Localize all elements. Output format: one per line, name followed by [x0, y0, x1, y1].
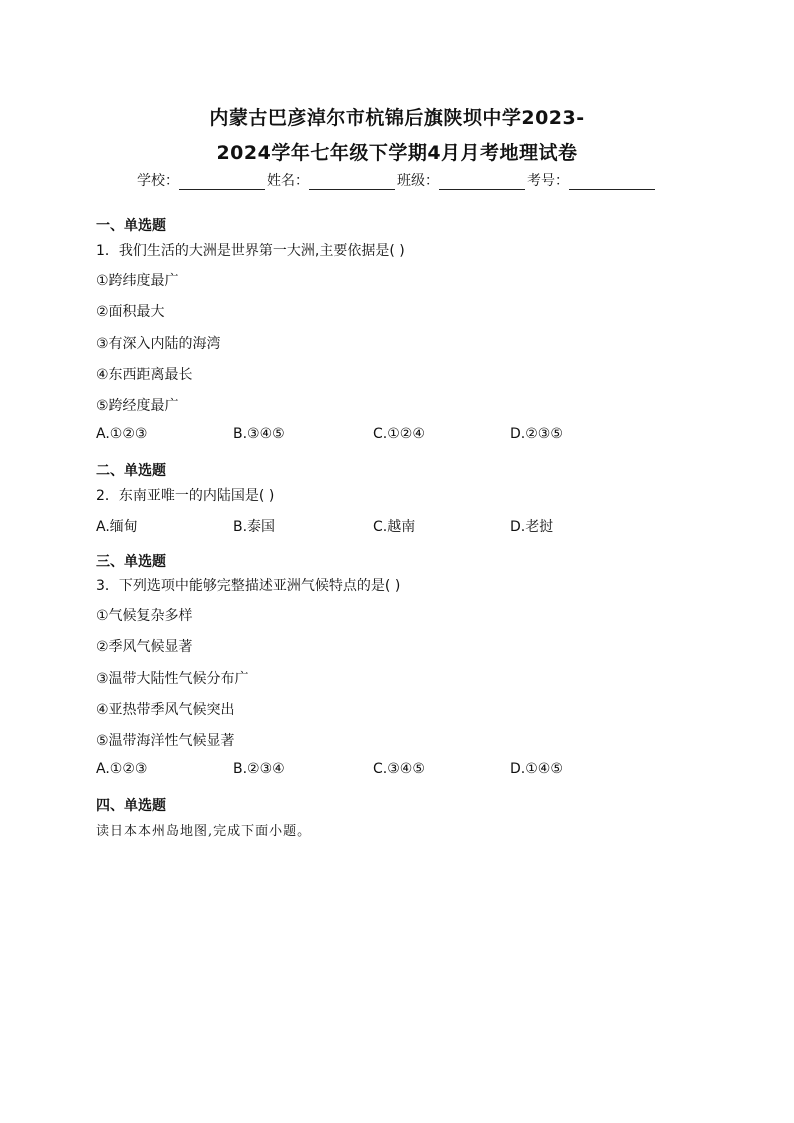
question-text: 3．下列选项中能够完整描述亚洲气候特点的是( ) — [96, 578, 401, 594]
statement: ③有深入内陆的海湾 — [96, 336, 221, 352]
option-c[interactable]: C.①②④ — [373, 426, 425, 442]
section-heading: 四、单选题 — [96, 798, 166, 814]
section-intro: 读日本本州岛地图,完成下面小题。 — [96, 824, 312, 839]
statement: ③温带大陆性气候分布广 — [96, 671, 249, 687]
question-text: 1．我们生活的大洲是世界第一大洲,主要依据是( ) — [96, 243, 405, 259]
number-blank[interactable] — [569, 175, 655, 190]
statement: ④东西距离最长 — [96, 367, 193, 383]
statement: ②季风气候显著 — [96, 639, 193, 655]
class-label: 班级： — [397, 173, 439, 189]
statement: ①跨纬度最广 — [96, 273, 179, 289]
student-info-row — [0, 170, 794, 190]
section-heading: 一、单选题 — [96, 218, 166, 234]
question-text: 2．东南亚唯一的内陆国是( ) — [96, 488, 275, 504]
class-blank[interactable] — [439, 175, 525, 190]
option-d[interactable]: D.①④⑤ — [510, 761, 563, 777]
statement: ⑤跨经度最广 — [96, 398, 179, 414]
name-blank[interactable] — [309, 175, 395, 190]
option-d[interactable]: D.老挝 — [510, 519, 554, 535]
school-blank[interactable] — [179, 175, 265, 190]
option-d[interactable]: D.②③⑤ — [510, 426, 563, 442]
number-label: 考号： — [527, 173, 569, 189]
option-c[interactable]: C.③④⑤ — [373, 761, 425, 777]
option-c[interactable]: C.越南 — [373, 519, 416, 535]
option-a[interactable]: A.①②③ — [96, 426, 148, 442]
section-heading: 三、单选题 — [96, 554, 166, 570]
option-b[interactable]: B.泰国 — [233, 519, 276, 535]
statement: ⑤温带海洋性气候显著 — [96, 733, 235, 749]
option-a[interactable]: A.①②③ — [96, 761, 148, 777]
statement: ④亚热带季风气候突出 — [96, 702, 235, 718]
statement: ②面积最大 — [96, 304, 165, 320]
school-label: 学校： — [137, 173, 179, 189]
option-a[interactable]: A.缅甸 — [96, 519, 138, 535]
exam-title-line-1: 内蒙古巴彦淖尔市杭锦后旗陕坝中学2023- — [209, 107, 585, 129]
statement: ①气候复杂多样 — [96, 608, 193, 624]
option-b[interactable]: B.③④⑤ — [233, 426, 285, 442]
name-label: 姓名： — [267, 173, 309, 189]
exam-title-line-2: 2024学年七年级下学期4月月考地理试卷 — [216, 142, 578, 164]
option-b[interactable]: B.②③④ — [233, 761, 285, 777]
section-heading: 二、单选题 — [96, 463, 166, 479]
